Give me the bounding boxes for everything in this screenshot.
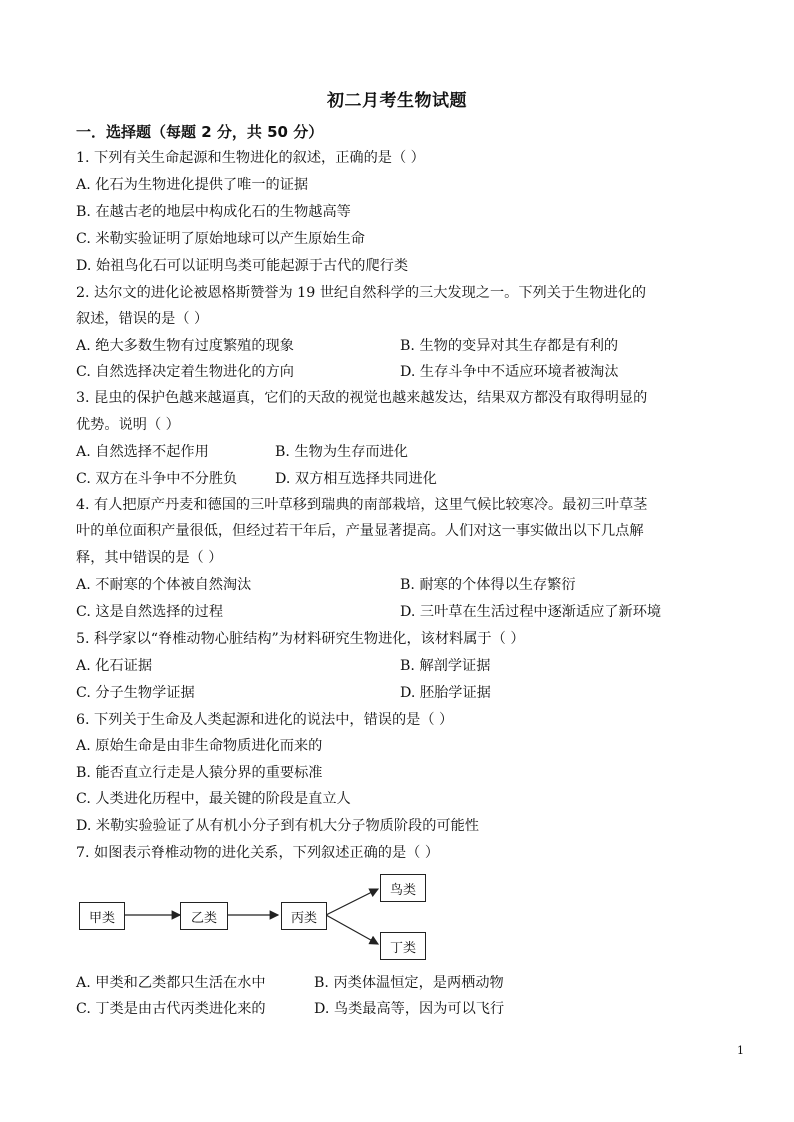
question-4-stem-line-3: 释，其中错误的是（ ）: [76, 550, 223, 566]
question-5-option-c: C. 分子生物学证据: [76, 685, 195, 701]
section-heading: 一．选择题（每题 2 分，共 50 分）: [76, 123, 324, 141]
question-7-stem: 7. 如图表示脊椎动物的进化关系，下列叙述正确的是（ ）: [76, 845, 440, 861]
page-title: 初二月考生物试题: [327, 91, 467, 111]
question-3-stem-line-1: 3. 昆虫的保护色越来越逼真，它们的天敌的视觉也越来越发达，结果双方都没有取得明显的: [76, 390, 648, 406]
question-1-option-b: B. 在越古老的地层中构成化石的生物越高等: [76, 204, 351, 220]
question-6-option-d: D. 米勒实验验证了从有机小分子到有机大分子物质阶段的可能性: [76, 818, 479, 834]
question-7-option-b: B. 丙类体温恒定，是两栖动物: [314, 975, 504, 991]
question-5-option-b: B. 解剖学证据: [400, 658, 491, 674]
question-7-option-d: D. 鸟类最高等，因为可以飞行: [314, 1001, 505, 1017]
question-2-option-b: B. 生物的变异对其生存都是有利的: [400, 338, 619, 354]
question-6-option-b: B. 能否直立行走是人猿分界的重要标准: [76, 765, 323, 781]
box-niao: 鸟类: [380, 874, 426, 902]
box-yi: 乙类: [180, 902, 228, 930]
question-1-option-a: A. 化石为生物进化提供了唯一的证据: [76, 177, 309, 193]
box-ding: 丁类: [380, 932, 426, 960]
question-4-option-d: D. 三叶草在生活过程中逐渐适应了新环境: [400, 604, 662, 620]
page-number: 1: [737, 1044, 744, 1057]
question-2-option-c: C. 自然选择决定着生物进化的方向: [76, 364, 294, 380]
question-4-option-c: C. 这是自然选择的过程: [76, 604, 224, 620]
question-3-option-c: C. 双方在斗争中不分胜负: [76, 471, 238, 487]
question-4-option-a: A. 不耐寒的个体被自然淘汰: [76, 577, 252, 593]
question-5-option-d: D. 胚胎学证据: [400, 685, 491, 701]
question-5-stem: 5. 科学家以“脊椎动物心脏结构”为材料研究生物进化，该材料属于（ ）: [76, 631, 525, 647]
question-7-option-a: A. 甲类和乙类都只生活在水中: [76, 975, 266, 991]
question-2-stem-line-2: 叙述，错误的是（ ）: [76, 311, 209, 327]
question-6-stem: 6. 下列关于生命及人类起源和进化的说法中，错误的是（ ）: [76, 712, 454, 728]
question-2-option-a: A. 绝大多数生物有过度繁殖的现象: [76, 338, 294, 354]
arrow-bing-to-niao: [326, 889, 378, 915]
question-2-stem-line-1: 2. 达尔文的进化论被恩格斯赞誉为 19 世纪自然科学的三大发现之一。下列关于生物进化的: [76, 285, 647, 301]
question-3-option-d: D. 双方相互选择共同进化: [275, 471, 437, 487]
question-3-option-a: A. 自然选择不起作用: [76, 444, 209, 460]
box-bing: 丙类: [281, 902, 327, 930]
question-6-option-a: A. 原始生命是由非生命物质进化而来的: [76, 738, 323, 754]
question-1-option-c: C. 米勒实验证明了原始地球可以产生原始生命: [76, 231, 365, 247]
question-3-option-b: B. 生物为生存而进化: [275, 444, 408, 460]
question-7-option-c: C. 丁类是由古代丙类进化来的: [76, 1001, 266, 1017]
question-1-stem: 1. 下列有关生命起源和生物进化的叙述，正确的是（ ）: [76, 150, 425, 166]
question-4-option-b: B. 耐寒的个体得以生存繁衍: [400, 577, 576, 593]
question-4-stem-line-2: 叶的单位面积产量很低，但经过若干年后，产量显著提高。人们对这一事实做出以下几点解: [76, 523, 644, 539]
question-6-option-c: C. 人类进化历程中，最关键的阶段是直立人: [76, 791, 351, 807]
question-1-option-d: D. 始祖鸟化石可以证明鸟类可能起源于古代的爬行类: [76, 258, 409, 274]
question-3-stem-line-2: 优势。说明（ ）: [76, 417, 180, 433]
evolution-diagram: [76, 868, 436, 968]
box-jia: 甲类: [79, 902, 125, 930]
question-5-option-a: A. 化石证据: [76, 658, 153, 674]
arrow-bing-to-ding: [326, 915, 378, 944]
question-4-stem-line-1: 4. 有人把原产丹麦和德国的三叶草移到瑞典的南部栽培，这里气候比较寒冷。最初三叶草茎: [76, 497, 648, 513]
question-2-option-d: D. 生存斗争中不适应环境者被淘汰: [400, 364, 619, 380]
